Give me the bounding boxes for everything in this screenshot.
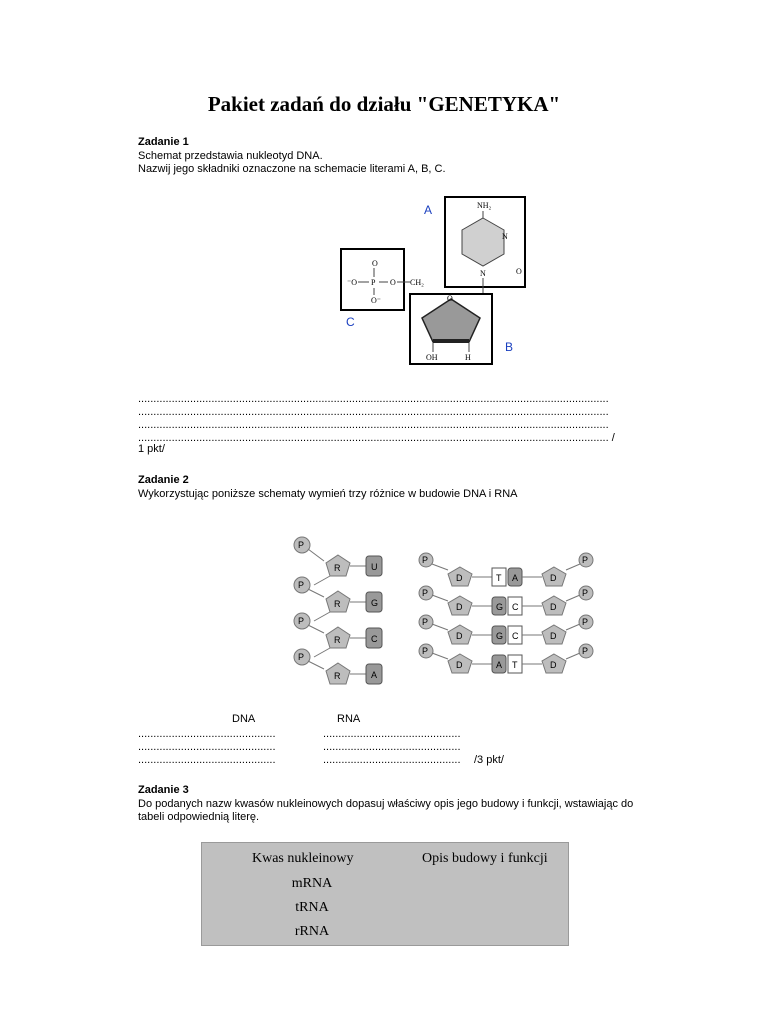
- rna-sugar-3: R: [334, 635, 341, 645]
- chem-o-top: O: [372, 259, 378, 268]
- dna-row-1: [419, 553, 593, 586]
- dna-sugar-right-2: D: [550, 602, 557, 612]
- chem-o-bottom: O⁻: [371, 296, 381, 305]
- dna-base-right-1: A: [512, 573, 519, 583]
- dna-phosphate-right-2: P: [582, 588, 589, 598]
- task1-answer-line-4[interactable]: .......................................................................................................................................................... /: [138, 432, 615, 444]
- dna-phosphate-left-2: P: [422, 588, 429, 598]
- chem-o-carbonyl: O: [516, 267, 522, 276]
- dna-sugar-left-4: D: [456, 660, 463, 670]
- dna-base-right-2: C: [512, 602, 519, 612]
- nucleic-acid-table: [201, 842, 569, 946]
- table-row-mrna: mRNA: [291, 876, 333, 891]
- dna-base-left-4: A: [496, 660, 503, 670]
- rna-sugar-4: R: [334, 671, 341, 681]
- rna-base-1: U: [371, 562, 378, 572]
- table-row-trna: tRNA: [295, 900, 329, 915]
- dna-sugar-left-1: D: [456, 573, 463, 583]
- dna-phosphate-left-4: P: [422, 646, 429, 656]
- chem-oh: OH: [426, 353, 438, 362]
- chem-o-link: O: [390, 278, 396, 287]
- col-rna-label: RNA: [337, 713, 361, 725]
- dna-base-left-1: T: [496, 573, 502, 583]
- label-a: A: [424, 203, 433, 217]
- label-c: C: [346, 315, 355, 329]
- table-row-rrna: rRNA: [294, 924, 330, 939]
- dna-base-left-3: G: [496, 631, 504, 641]
- dna-phosphate-right-1: P: [582, 555, 589, 565]
- rna-base-2: G: [371, 598, 379, 608]
- dna-base-right-3: C: [512, 631, 519, 641]
- task1-answer-line-2[interactable]: ..........................................................................................................................................................: [138, 406, 609, 418]
- dna-sugar-right-3: D: [550, 631, 557, 641]
- col-dna-label: DNA: [232, 713, 256, 725]
- task1-line1: Schemat przedstawia nukleotyd DNA.: [138, 150, 323, 162]
- dna-phosphate-right-4: P: [582, 646, 589, 656]
- chem-ch2: CH₂: [410, 278, 424, 287]
- task2-line1: Wykorzystując poniższe schematy wymień trzy różnice w budowie DNA i RNA: [138, 488, 518, 500]
- dna-row-4: [419, 644, 593, 673]
- rna-unit-4: [294, 649, 382, 684]
- dna-phosphate-right-3: P: [582, 617, 589, 627]
- rna-answer-line-3[interactable]: .............................................: [323, 754, 461, 766]
- dna-strand-diagram: [416, 548, 601, 688]
- rna-answer-line-1[interactable]: .............................................: [323, 728, 461, 740]
- task1-points: 1 pkt/: [138, 443, 165, 455]
- task3-line1: Do podanych nazw kwasów nukleinowych dopasuj właściwy opis jego budowy i funkcji, wstawiając do: [138, 798, 634, 810]
- chem-o-left: ⁻O: [347, 278, 357, 287]
- table-header-acid: Kwas nukleinowy: [252, 851, 354, 866]
- task3-heading: Zadanie 3: [138, 784, 189, 796]
- dna-sugar-right-4: D: [550, 660, 557, 670]
- rna-phosphate-4: P: [298, 652, 305, 662]
- rna-base-3: C: [371, 634, 378, 644]
- chem-h: H: [465, 353, 471, 362]
- task3-line2: tabeli odpowiednią literę.: [138, 811, 260, 823]
- task1-line2: Nazwij jego składniki oznaczone na schemacie literami A, B, C.: [138, 163, 446, 175]
- table-header-description: Opis budowy i funkcji: [422, 851, 548, 866]
- rna-answer-line-2[interactable]: .............................................: [323, 741, 461, 753]
- dna-row-3: [419, 615, 593, 644]
- rna-phosphate-1: P: [298, 540, 305, 550]
- task1-heading: Zadanie 1: [138, 136, 189, 148]
- dna-phosphate-left-3: P: [422, 617, 429, 627]
- chem-n1: N: [502, 232, 508, 241]
- nucleotide-diagram: [320, 190, 535, 368]
- label-b: B: [505, 340, 514, 354]
- dna-answer-line-3[interactable]: .............................................: [138, 754, 276, 766]
- rna-sugar-1: R: [334, 563, 341, 573]
- dna-sugar-left-2: D: [456, 602, 463, 612]
- rna-unit-1: [294, 537, 382, 585]
- dna-answer-line-1[interactable]: .............................................: [138, 728, 276, 740]
- task2-heading: Zadanie 2: [138, 474, 189, 486]
- rna-strand-diagram: [290, 533, 400, 688]
- dna-sugar-left-3: D: [456, 631, 463, 641]
- task2-points: /3 pkt/: [474, 754, 504, 766]
- dna-answer-line-2[interactable]: .............................................: [138, 741, 276, 753]
- dna-row-2: [419, 586, 593, 615]
- task1-answer-line-3[interactable]: ..........................................................................................................................................................: [138, 419, 609, 431]
- dna-sugar-right-1: D: [550, 573, 557, 583]
- rna-phosphate-2: P: [298, 580, 305, 590]
- rna-sugar-2: R: [334, 599, 341, 609]
- rna-base-4: A: [371, 670, 378, 680]
- dna-base-right-4: T: [512, 660, 518, 670]
- chem-n2: N: [480, 269, 486, 278]
- rna-phosphate-3: P: [298, 616, 305, 626]
- chem-nh2: NH₂: [477, 201, 492, 210]
- task1-answer-line-1[interactable]: ..........................................................................................................................................................: [138, 393, 609, 405]
- page-title: Pakiet zadań do działu "GENETYKA": [207, 92, 561, 116]
- dna-phosphate-left-1: P: [422, 555, 429, 565]
- chem-o-ring: O: [447, 294, 453, 303]
- dna-base-left-2: G: [496, 602, 504, 612]
- chem-p: P: [371, 278, 376, 287]
